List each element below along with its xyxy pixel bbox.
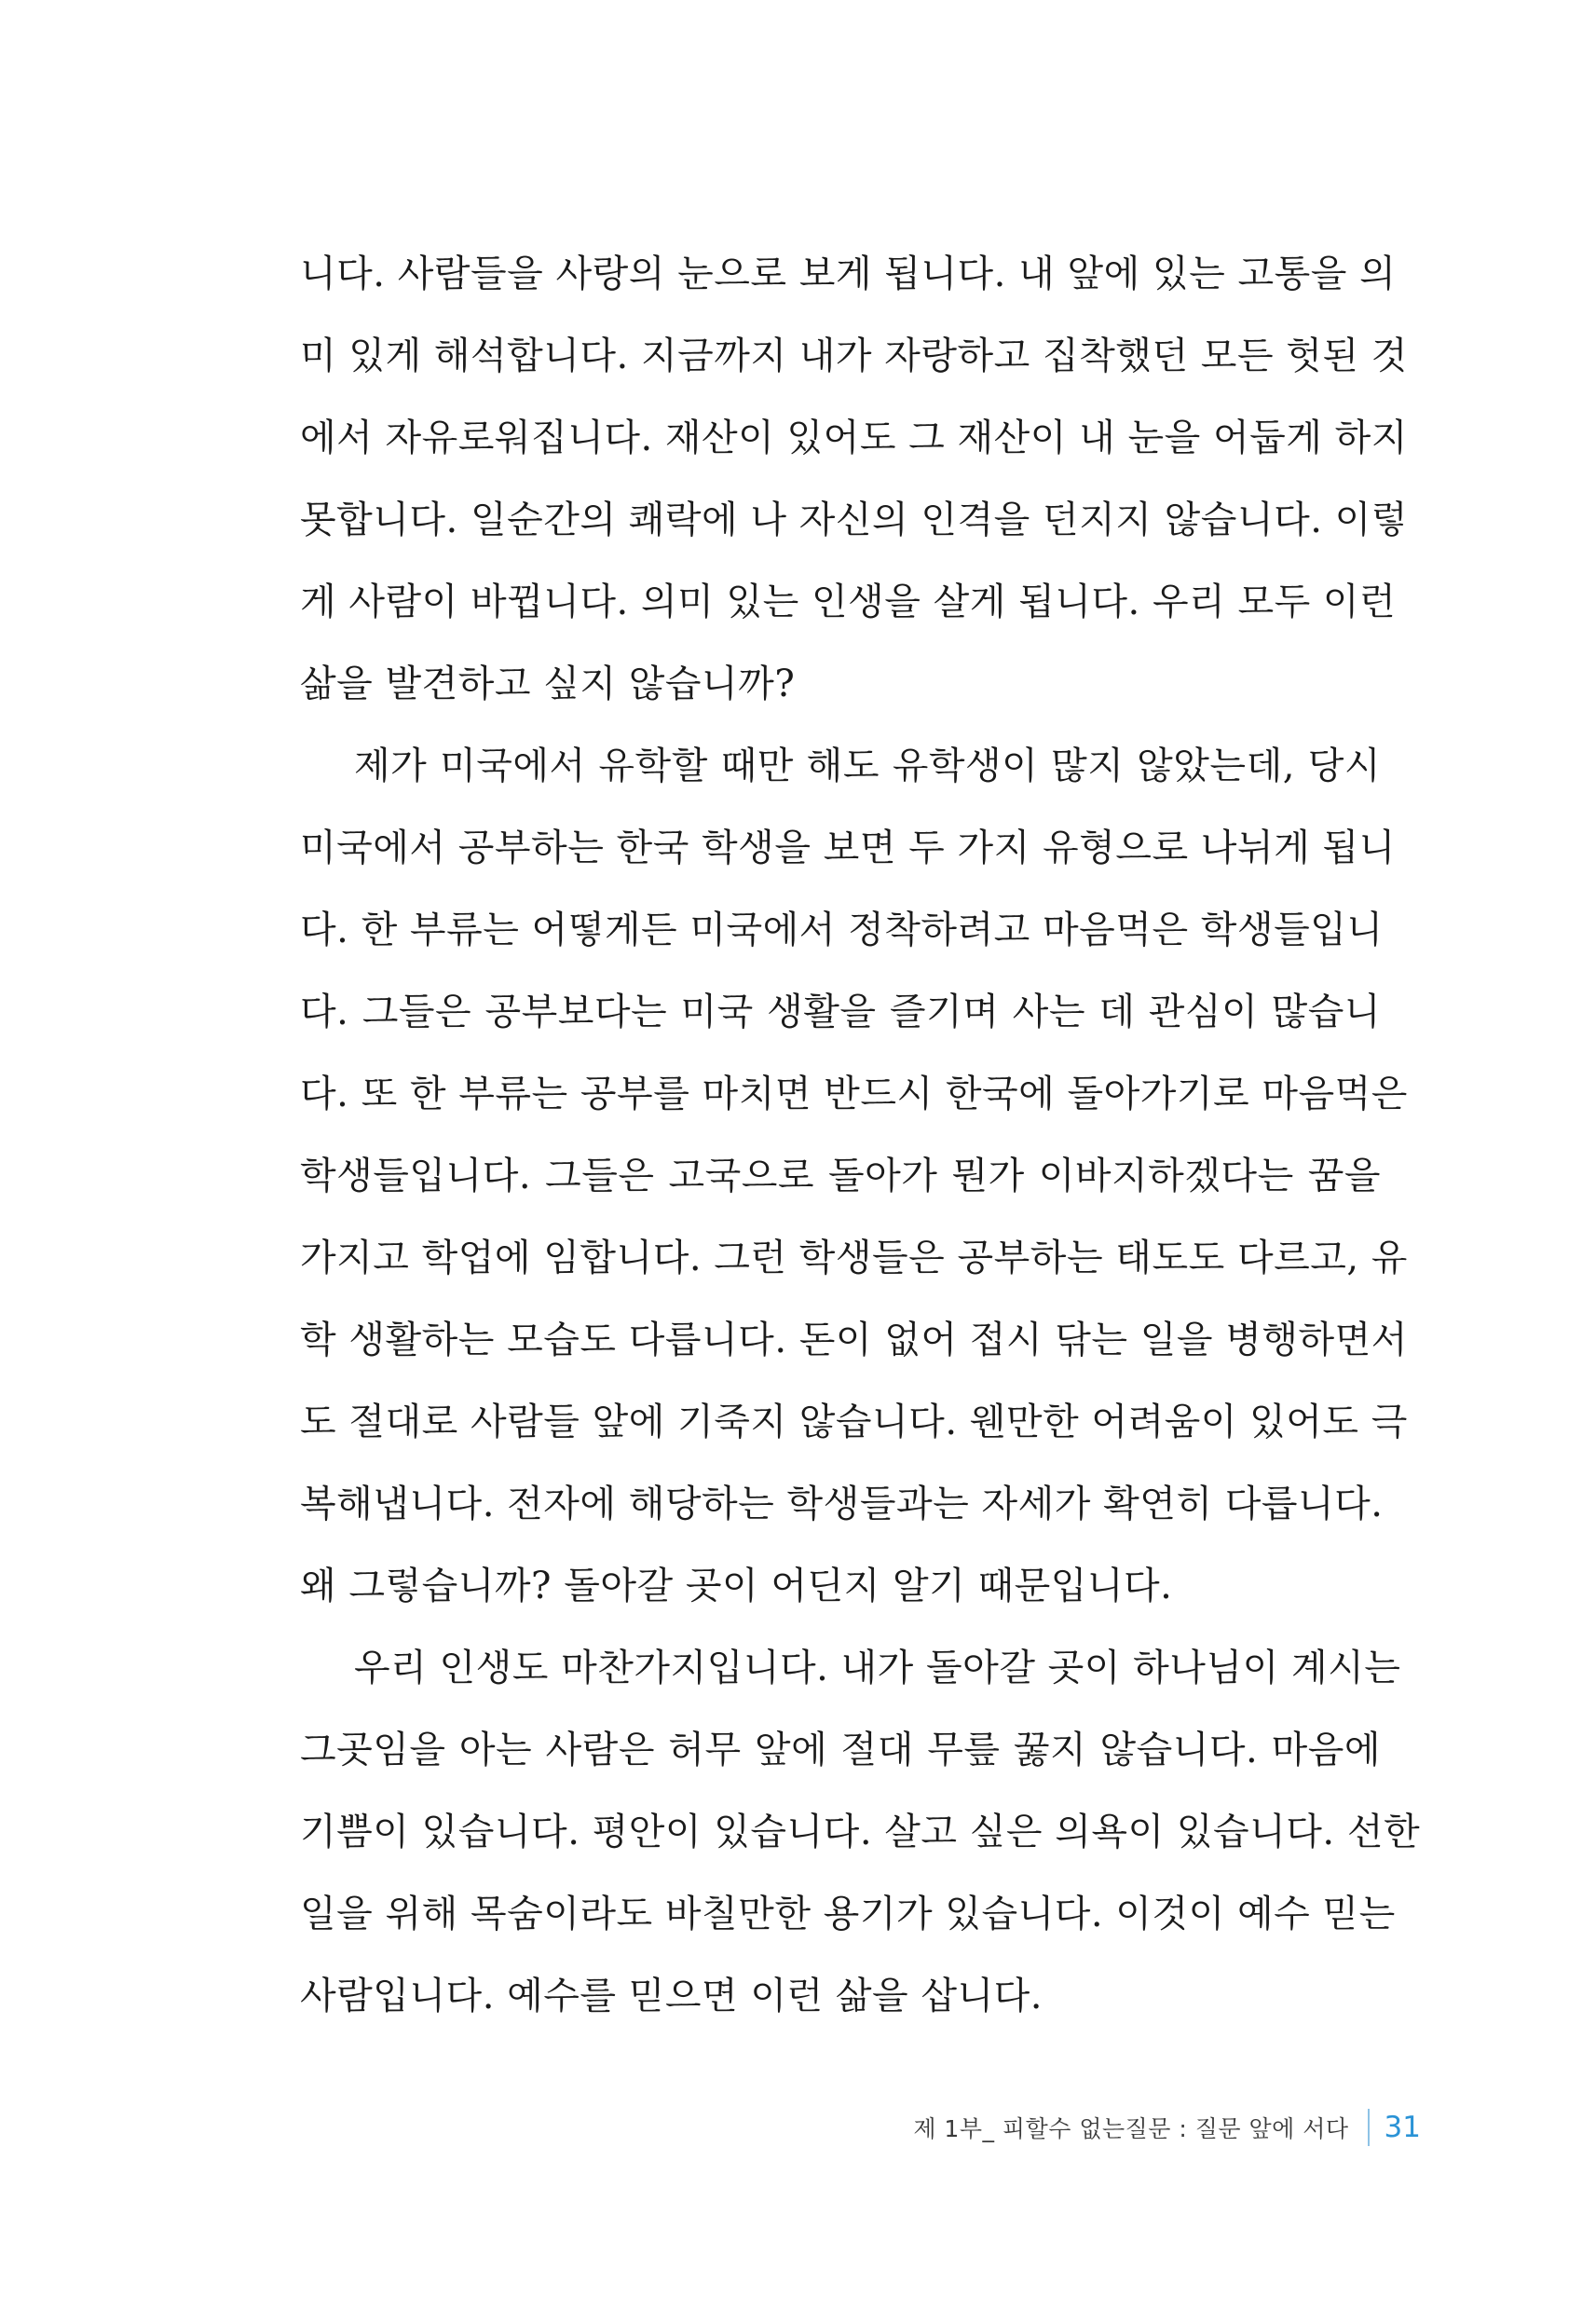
text-line: 못합니다. 일순간의 쾌락에 나 자신의 인격을 던지지 않습니다. 이렇 [300,499,1408,541]
text-line: 미 있게 해석합니다. 지금까지 내가 자랑하고 집착했던 모든 헛된 것 [300,335,1408,377]
page-number: 31 [1384,2111,1421,2144]
text-line: 그곳임을 아는 사람은 허무 앞에 절대 무릎 꿇지 않습니다. 마음에 [300,1729,1381,1771]
text-line: 게 사람이 바뀝니다. 의미 있는 인생을 살게 됩니다. 우리 모두 이런 [300,581,1397,623]
text-line: 일을 위해 목숨이라도 바칠만한 용기가 있습니다. 이것이 예수 믿는 [300,1893,1396,1935]
body-text [300,233,1421,2037]
text-line: 복해냅니다. 전자에 해당하는 학생들과는 자세가 확연히 다릅니다. [300,1483,1384,1525]
text-line: 가지고 학업에 임합니다. 그런 학생들은 공부하는 태도도 다르고, 유 [300,1237,1408,1279]
text-line: 도 절대로 사람들 앞에 기죽지 않습니다. 웬만한 어려움이 있어도 극 [300,1401,1408,1443]
text-line: 다. 한 부류는 어떻게든 미국에서 정착하려고 마음먹은 학생들입니 [300,909,1384,951]
text-line: 에서 자유로워집니다. 재산이 있어도 그 재산이 내 눈을 어둡게 하지 [300,417,1408,459]
text-line: 학생들입니다. 그들은 고국으로 돌아가 뭔가 이바지하겠다는 꿈을 [300,1155,1381,1197]
text-line: 니다. 사람들을 사랑의 눈으로 보게 됩니다. 내 앞에 있는 고통을 의 [300,253,1397,295]
text-line: 사람입니다. 예수를 믿으면 이런 삶을 삽니다. [300,1975,1044,2017]
footer-divider [1368,2109,1370,2146]
text-line: 다. 또 한 부류는 공부를 마치면 반드시 한국에 돌아가기로 마음먹은 [300,1073,1408,1115]
text-line: 우리 인생도 마찬가지입니다. 내가 돌아갈 곳이 하나님이 계시는 [354,1647,1401,1689]
page-footer [913,2104,1421,2151]
text-line: 다. 그들은 공부보다는 미국 생활을 즐기며 사는 데 관심이 많습니 [300,991,1381,1033]
text-line: 삶을 발견하고 싶지 않습니까? [300,663,796,705]
text-line: 미국에서 공부하는 한국 학생을 보면 두 가지 유형으로 나뉘게 됩니 [300,827,1396,869]
text-line: 왜 그렇습니까? 돌아갈 곳이 어딘지 알기 때문입니다. [300,1565,1173,1607]
text-line: 기쁨이 있습니다. 평안이 있습니다. 살고 싶은 의욕이 있습니다. 선한 [300,1811,1421,1853]
text-line: 학 생활하는 모습도 다릅니다. 돈이 없어 접시 닦는 일을 병행하면서 [300,1319,1408,1361]
text-line: 제가 미국에서 유학할 때만 해도 유학생이 많지 않았는데, 당시 [354,745,1381,787]
running-title: 제 1부_ 피할수 없는질문 : 질문 앞에 서다 [913,2115,1349,2142]
